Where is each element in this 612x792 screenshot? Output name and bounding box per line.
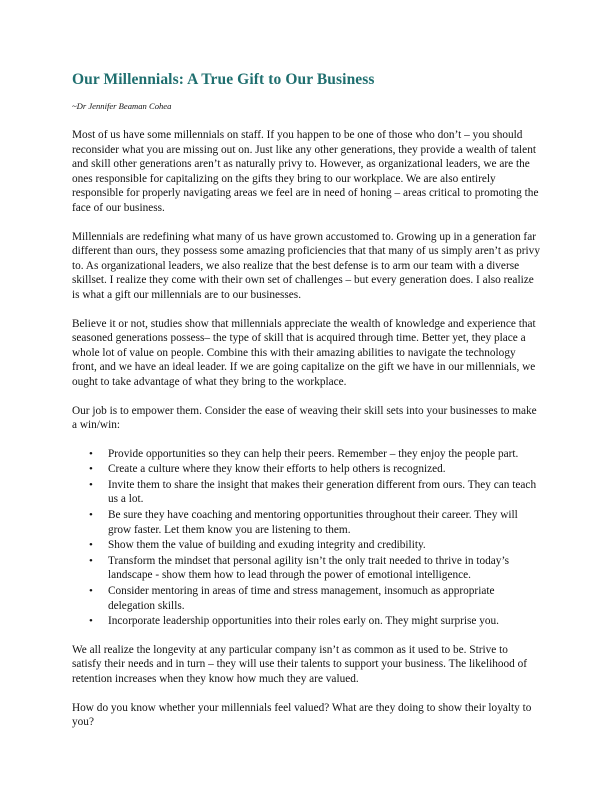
list-item-text: Consider mentoring in areas of time and stress management, insomuch as appropriate delegation skills. bbox=[108, 585, 495, 612]
paragraph-1: Most of us have some millennials on staff. If you happen to be one of those who don’t – you should reconsider what you are missing out on. Just like any other generations, they provide a wealth of talent and skill other generations aren’t as naturally privy to. However, as organizational leaders, we are the ones responsible for capitalizing on the gifts they bring to our workplace. We are also entirely responsible for properly navigating areas we feel are in need of honing – areas critical to promoting the face of our business. bbox=[72, 129, 539, 214]
list-item-text: Be sure they have coaching and mentoring opportunities throughout their career. They will grow faster. Let them know you are listening to them. bbox=[108, 509, 518, 536]
author-byline: ~Dr Jennifer Beaman Cohea bbox=[72, 101, 172, 111]
paragraph-4: Our job is to empower them. Consider the ease of weaving their skill sets into your businesses to make a win/win: bbox=[72, 404, 537, 432]
list-item bbox=[89, 538, 540, 553]
bullet-icon: • bbox=[89, 615, 93, 628]
list-item-text: Create a culture where they know their efforts to help others is recognized. bbox=[108, 463, 446, 476]
bullet-icon: • bbox=[89, 509, 93, 522]
article-title: Our Millennials: A True Gift to Our Business bbox=[72, 71, 375, 88]
bullet-icon: • bbox=[89, 447, 93, 460]
list-item-text: Incorporate leadership opportunities into their roles early on. They might surprise you. bbox=[108, 615, 500, 628]
list-item-text: Show them the value of building and exuding integrity and credibility. bbox=[108, 539, 426, 552]
list-item bbox=[89, 508, 540, 537]
bullet-icon: • bbox=[89, 478, 93, 491]
bullet-icon: • bbox=[89, 554, 93, 567]
list-item-text: Transform the mindset that personal agility isn’t the only trait needed to thrive in today’s landscape - show them how to lead through the power of emotional intelligence. bbox=[108, 554, 509, 582]
bullet-icon: • bbox=[89, 463, 93, 476]
article bbox=[72, 70, 540, 730]
closing-paragraph-1: We all realize the longevity at any particular company isn’t as common as it used to be. Strive to satisfy their needs and in turn – they will use their talents to support your business. The likelihood of retention increases when they know how much they are valued. bbox=[72, 643, 528, 685]
bullet-list bbox=[72, 447, 540, 629]
list-item bbox=[89, 447, 540, 462]
list-item bbox=[89, 462, 540, 477]
paragraph-3: Believe it or not, studies show that millennials appreciate the wealth of knowledge and experience that seasoned generations possess– the type of skill that is acquired through time. Better yet, they place a whole lot of value on people. Combine this with their amazing abilities to navigate the technology front, and we have an ideal leader. If we are going capitalize on the gift we have in our millennials, we ought to take advantage of what they bring to the workplace. bbox=[72, 317, 536, 388]
bullet-icon: • bbox=[89, 539, 93, 552]
list-item-text: Invite them to share the insight that makes their generation different from ours. They can teach us a lot. bbox=[108, 478, 537, 506]
list-item bbox=[89, 478, 540, 507]
list-item bbox=[89, 584, 540, 613]
paragraph-2: Millennials are redefining what many of us have grown accustomed to. Growing up in a generation far different than ours, they possess some amazing proficiencies that that many of us simply aren’t as privy to. As organizational leaders, we also realize that the best defense is to arm our team with a diverse skillset. I realize they come with their own set of challenges – but every generation does. I also realize is what a gift our millennials are to our businesses. bbox=[72, 230, 540, 301]
list-item bbox=[89, 614, 540, 629]
bullet-icon: • bbox=[89, 585, 93, 598]
list-item bbox=[89, 554, 540, 583]
closing-paragraph-2: How do you know whether your millennials feel valued? What are they doing to show their loyalty to you? bbox=[72, 701, 532, 729]
list-item-text: Provide opportunities so they can help their peers. Remember – they enjoy the people part. bbox=[108, 447, 519, 460]
